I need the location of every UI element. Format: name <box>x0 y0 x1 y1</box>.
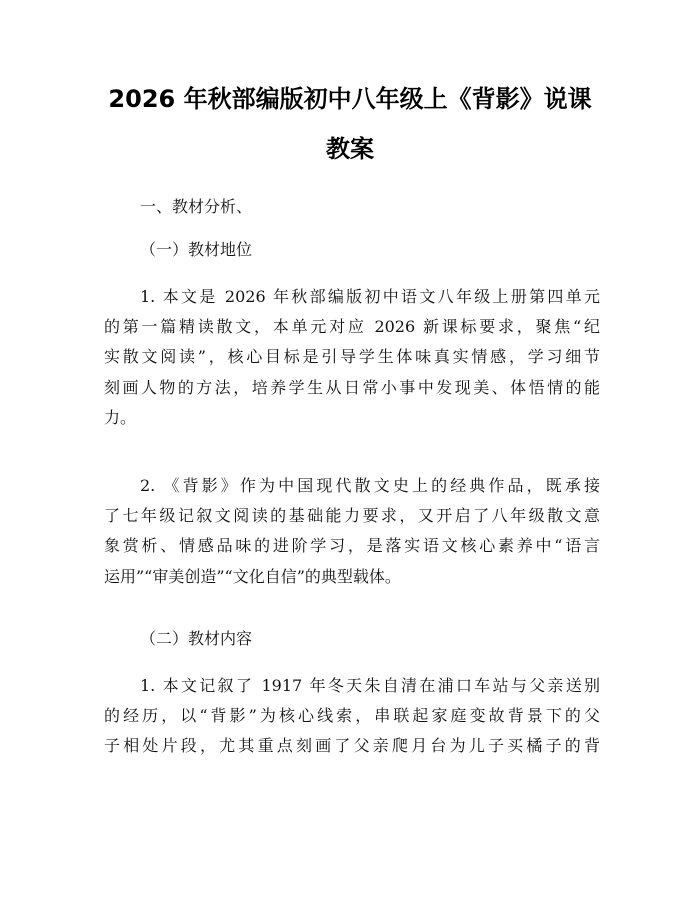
section-heading-textbook-analysis: 一、教材分析、 <box>140 197 253 216</box>
subsection-heading-textbook-position: （一）教材地位 <box>140 240 253 259</box>
paragraph-textbook-content-1 <box>104 671 600 762</box>
paragraph-textbook-position-1 <box>104 282 600 433</box>
subsection-heading-textbook-content: （二）教材内容 <box>140 629 253 648</box>
paragraph-line: 象赏析、情感品味的进阶学习，是落实语文核心素养中“语言 <box>104 536 600 556</box>
document-title-line-2: 教案 <box>326 135 374 163</box>
paragraph-line: 实散文阅读”，核心目标是引导学生体味真实情感，学习细节 <box>104 347 600 367</box>
paragraph-line: 2. 《背影》作为中国现代散文史上的经典作品，既承接 <box>140 476 600 495</box>
paragraph-line: 刻画人物的方法，培养学生从日常小事中发现美、体悟情的能 <box>104 377 600 397</box>
paragraph-line: 力。 <box>104 407 137 427</box>
document-title-line-1: 2026 年秋部编版初中八年级上《背影》说课 <box>108 85 592 113</box>
paragraph-line: 运用”“审美创造”“文化自信”的典型载体。 <box>104 566 401 586</box>
paragraph-line: 的经历，以“背影”为核心线索，串联起家庭变故背景下的父 <box>104 706 600 726</box>
paragraph-textbook-position-2 <box>104 471 600 592</box>
paragraph-line: 子相处片段，尤其重点刻画了父亲爬月台为儿子买橘子的背 <box>104 736 600 756</box>
paragraph-line: 1. 本文记叙了 1917 年冬天朱自清在浦口车站与父亲送别 <box>140 676 600 695</box>
paragraph-line: 的第一篇精读散文，本单元对应 2026 新课标要求，聚焦“纪 <box>104 317 600 337</box>
paragraph-line: 了七年级记叙文阅读的基础能力要求，又开启了八年级散文意 <box>104 506 600 526</box>
paragraph-line: 1. 本文是 2026 年秋部编版初中语文八年级上册第四单元 <box>140 287 600 306</box>
